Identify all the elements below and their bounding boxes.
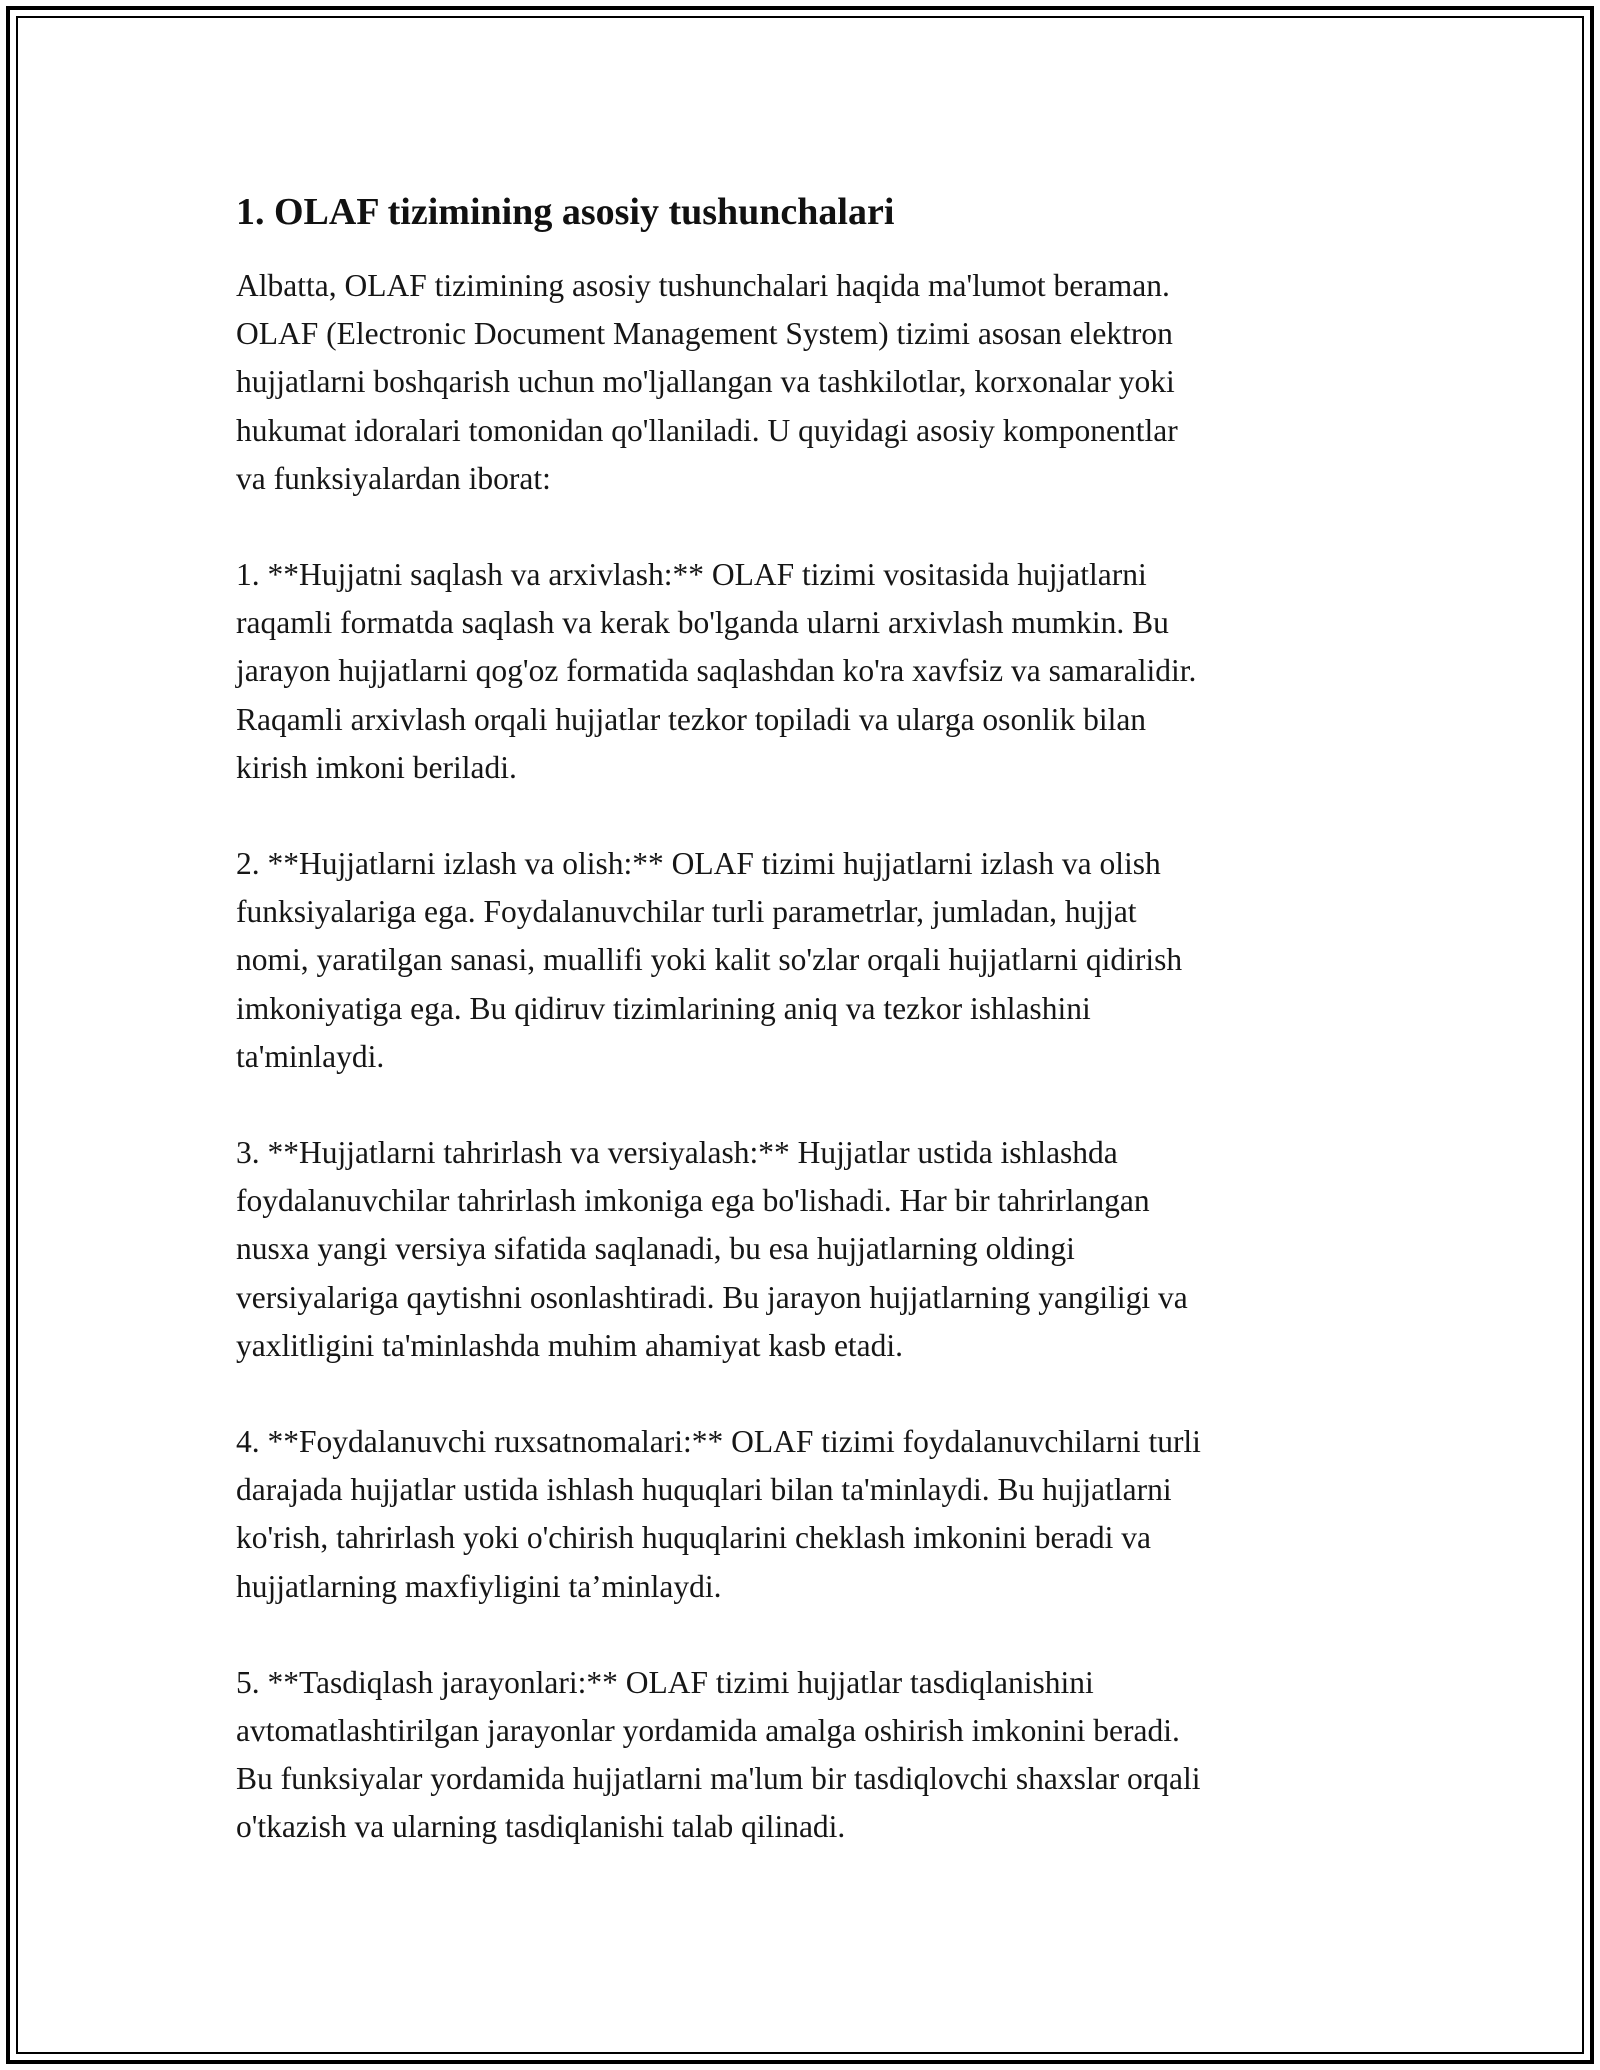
text-line: kirish imkoni beriladi. [236, 749, 517, 785]
text-line: funksiyalariga ega. Foydalanuvchilar turli parametrlar, jumladan, hujjat [236, 894, 1137, 930]
text-line: avtomatlashtirilgan jarayonlar yordamida amalga oshirish imkonini beradi. [236, 1713, 1180, 1749]
text-line: darajada hujjatlar ustida ishlash huquqlari bilan ta'minlaydi. Bu hujjatlarni [236, 1472, 1172, 1508]
text-line: imkoniyatiga ega. Bu qidiruv tizimlarining aniq va tezkor ishlashini [236, 990, 1091, 1026]
document-body [236, 188, 1376, 1900]
text-line: ta'minlaydi. [236, 1038, 385, 1074]
item-paragraph-2 [236, 840, 1376, 1081]
text-line: hujjatlarni boshqarish uchun mo'ljallangan va tashkilotlar, korxonalar yoki [236, 364, 1175, 400]
text-line: 1. **Hujjatni saqlash va arxivlash:** OLAF tizimi vositasida hujjatlarni [236, 557, 1147, 593]
text-line: Bu funksiyalar yordamida hujjatlarni ma'lum bir tasdiqlovchi shaxslar orqali [236, 1761, 1201, 1797]
text-line: nusxa yangi versiya sifatida saqlanadi, bu esa hujjatlarning oldingi [236, 1231, 1075, 1267]
text-line: Albatta, OLAF tizimining asosiy tushunchalari haqida ma'lumot beraman. [236, 268, 1170, 303]
text-line: va funksiyalardan iborat: [236, 460, 551, 496]
text-line: OLAF (Electronic Document Management System) tizimi asosan elektron [236, 316, 1173, 352]
text-line: o'tkazish va ularning tasdiqlanishi talab qilinadi. [236, 1809, 846, 1845]
item-paragraph-5 [236, 1659, 1376, 1852]
text-line: ko'rish, tahrirlash yoki o'chirish huquqlarini cheklash imkonini beradi va [236, 1520, 1152, 1556]
text-line: foydalanuvchilar tahrirlash imkoniga ega bo'lishadi. Har bir tahrirlangan [236, 1183, 1150, 1219]
text-line: 2. **Hujjatlarni izlash va olish:** OLAF tizimi hujjatlarni izlash va olish [236, 846, 1161, 882]
item-paragraph-3 [236, 1129, 1376, 1370]
text-line: Raqamli arxivlash orqali hujjatlar tezkor topiladi va ularga osonlik bilan [236, 701, 1147, 737]
text-line: nomi, yaratilgan sanasi, muallifi yoki kalit so'zlar orqali hujjatlarni qidirish [236, 942, 1183, 978]
text-line: 5. **Tasdiqlash jarayonlari:** OLAF tizimi hujjatlar tasdiqlanishini [236, 1664, 1094, 1700]
text-line: 3. **Hujjatlarni tahrirlash va versiyalash:** Hujjatlar ustida ishlashda [236, 1135, 1118, 1171]
item-paragraph-4 [236, 1418, 1376, 1611]
text-line: versiyalariga qaytishni osonlashtiradi. Bu jarayon hujjatlarning yangiligi va [236, 1279, 1188, 1315]
section-heading: 1. OLAF tizimining asosiy tushunchalari [236, 191, 895, 233]
item-paragraph-1 [236, 551, 1376, 792]
text-line: 4. **Foydalanuvchi ruxsatnomalari:** OLAF tizimi foydalanuvchilarni turli [236, 1424, 1201, 1460]
text-line: hukumat idoralari tomonidan qo'llaniladi. U quyidagi asosiy komponentlar [236, 412, 1178, 448]
text-line: raqamli formatda saqlash va kerak bo'lganda ularni arxivlash mumkin. Bu [236, 605, 1169, 641]
text-line: yaxlitligini ta'minlashda muhim ahamiyat kasb etadi. [236, 1327, 904, 1363]
text-line: hujjatlarning maxfiyligini ta’minlaydi. [236, 1568, 722, 1604]
intro-paragraph [236, 262, 1376, 503]
text-line: jarayon hujjatlarni qog'oz formatida saqlashdan ko'ra xavfsiz va samaralidir. [236, 653, 1197, 689]
